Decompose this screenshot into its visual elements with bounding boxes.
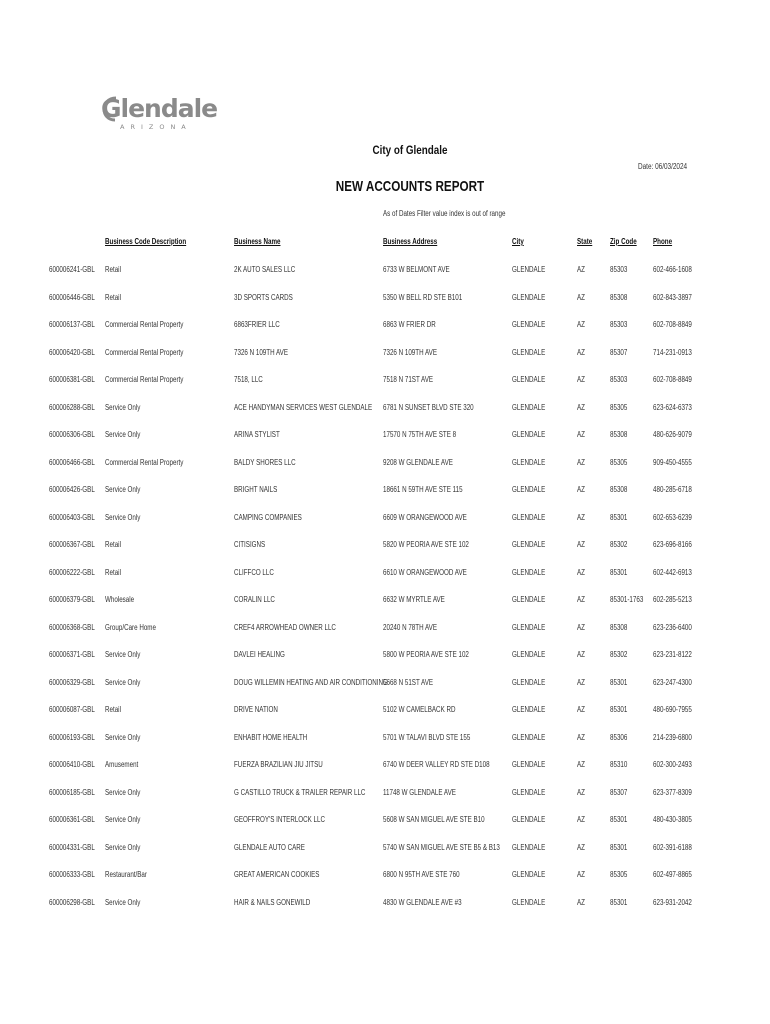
cell-zip-code: 85301	[610, 567, 628, 577]
cell-account-number: 600006381-GBL	[49, 375, 95, 384]
city-title: City of Glendale	[372, 143, 448, 157]
cell-business-code-description: Commercial Rental Property	[105, 347, 184, 357]
cell-zip-code: 85307	[610, 787, 628, 797]
header-phone: Phone	[653, 237, 673, 246]
cell-account-number: 600006298-GBL	[49, 897, 95, 907]
cell-business-code-description: Retail	[105, 265, 121, 274]
cell-zip-code: 85301	[610, 897, 628, 907]
table-row	[0, 292, 770, 306]
cell-zip-code: 85301-1763	[610, 595, 644, 604]
cell-state: AZ	[577, 567, 585, 577]
cell-phone: 602-300-2493	[653, 760, 692, 769]
logo-wordmark: Glendale	[101, 94, 218, 123]
cell-business-address: 6609 W ORANGEWOOD AVE	[383, 512, 467, 522]
cell-business-code-description: Service Only	[105, 897, 141, 907]
cell-phone: 602-442-6913	[653, 567, 692, 577]
cell-business-address: 5350 W BELL RD STE B101	[383, 292, 463, 302]
cell-city: GLENDALE	[512, 732, 546, 742]
cell-business-name: GLENDALE AUTO CARE	[234, 842, 305, 852]
cell-state: AZ	[577, 347, 585, 357]
cell-business-address: 4830 W GLENDALE AVE #3	[383, 897, 462, 907]
cell-phone: 623-624-6373	[653, 402, 692, 412]
table-row	[0, 512, 770, 526]
cell-city: GLENDALE	[512, 595, 546, 604]
cell-city: GLENDALE	[512, 705, 546, 714]
cell-phone: 623-247-4300	[653, 677, 692, 687]
cell-business-code-description: Retail	[105, 567, 121, 577]
cell-city: GLENDALE	[512, 320, 546, 329]
cell-business-code-description: Amusement	[105, 760, 139, 769]
cell-state: AZ	[577, 485, 585, 494]
table-row	[0, 842, 770, 856]
header-city: City	[512, 237, 524, 246]
cell-zip-code: 85301	[610, 842, 628, 852]
cell-state: AZ	[577, 705, 585, 714]
cell-phone: 623-236-6400	[653, 622, 692, 632]
cell-business-code-description: Service Only	[105, 485, 141, 494]
cell-phone: 623-931-2042	[653, 897, 692, 907]
cell-phone: 602-466-1608	[653, 265, 692, 274]
cell-city: GLENDALE	[512, 485, 546, 494]
cell-zip-code: 85310	[610, 760, 628, 769]
cell-city: GLENDALE	[512, 787, 546, 797]
cell-account-number: 600006241-GBL	[49, 265, 95, 274]
table-row	[0, 457, 770, 471]
cell-business-name: CREF4 ARROWHEAD OWNER LLC	[234, 622, 336, 632]
cell-business-code-description: Restaurant/Bar	[105, 870, 147, 879]
cell-city: GLENDALE	[512, 677, 546, 687]
cell-business-address: 5800 W PEORIA AVE STE 102	[383, 650, 469, 659]
cell-business-address: 6610 W ORANGEWOOD AVE	[383, 567, 467, 577]
cell-business-code-description: Retail	[105, 292, 121, 302]
cell-zip-code: 85301	[610, 677, 628, 687]
cell-business-address: 5820 W PEORIA AVE STE 102	[383, 540, 469, 549]
cell-zip-code: 85305	[610, 402, 628, 412]
report-date: Date: 06/03/2024	[638, 162, 688, 171]
table-row	[0, 567, 770, 581]
cell-zip-code: 85308	[610, 485, 628, 494]
table-row	[0, 677, 770, 691]
cell-account-number: 600006306-GBL	[49, 430, 95, 439]
cell-business-address: 6781 N SUNSET BLVD STE 320	[383, 402, 474, 412]
cell-account-number: 600006329-GBL	[49, 677, 95, 687]
cell-zip-code: 85302	[610, 540, 628, 549]
cell-business-name: HAIR & NAILS GONEWILD	[234, 897, 311, 907]
cell-account-number: 600006426-GBL	[49, 485, 95, 494]
cell-city: GLENDALE	[512, 815, 546, 824]
cell-business-address: 5102 W CAMELBACK RD	[383, 705, 456, 714]
header-business-name: Business Name	[234, 237, 281, 246]
cell-business-name: BALDY SHORES LLC	[234, 457, 296, 467]
cell-state: AZ	[577, 512, 585, 522]
logo-subtitle: ARIZONA	[120, 123, 192, 131]
cell-business-address: 7518 N 71ST AVE	[383, 375, 434, 384]
cell-zip-code: 85305	[610, 457, 628, 467]
cell-phone: 602-843-3897	[653, 292, 692, 302]
cell-state: AZ	[577, 842, 585, 852]
cell-business-address: 5608 W SAN MIGUEL AVE STE B10	[383, 815, 485, 824]
cell-business-address: 11748 W GLENDALE AVE	[383, 787, 456, 797]
table-row	[0, 402, 770, 416]
cell-business-name: ACE HANDYMAN SERVICES WEST GLENDALE	[234, 402, 373, 412]
cell-city: GLENDALE	[512, 842, 546, 852]
cell-account-number: 600006368-GBL	[49, 622, 95, 632]
cell-phone: 480-430-3805	[653, 815, 692, 824]
cell-city: GLENDALE	[512, 567, 546, 577]
cell-business-code-description: Service Only	[105, 650, 141, 659]
header-business-code-description: Business Code Description	[105, 237, 187, 246]
cell-business-name: FUERZA BRAZILIAN JIU JITSU	[234, 760, 323, 769]
cell-business-name: 7518, LLC	[234, 375, 263, 384]
cell-zip-code: 85303	[610, 375, 628, 384]
cell-account-number: 600006087-GBL	[49, 705, 95, 714]
cell-business-address: 6863 W FRIER DR	[383, 320, 436, 329]
table-row	[0, 374, 770, 388]
glendale-logo	[101, 94, 218, 136]
cell-account-number: 600006420-GBL	[49, 347, 95, 357]
cell-phone: 602-653-6239	[653, 512, 692, 522]
cell-zip-code: 85301	[610, 512, 628, 522]
table-row	[0, 814, 770, 828]
cell-phone: 480-285-6718	[653, 485, 692, 494]
cell-business-code-description: Retail	[105, 540, 121, 549]
cell-phone: 602-391-6188	[653, 842, 692, 852]
cell-business-name: CITISIGNS	[234, 540, 266, 549]
cell-business-name: BRIGHT NAILS	[234, 485, 278, 494]
cell-business-name: 3D SPORTS CARDS	[234, 292, 293, 302]
cell-state: AZ	[577, 677, 585, 687]
cell-zip-code: 85303	[610, 265, 628, 274]
table-row	[0, 539, 770, 553]
cell-business-address: 5668 N 51ST AVE	[383, 677, 434, 687]
cell-business-name: GEOFFROY'S INTERLOCK LLC	[234, 815, 326, 824]
cell-business-address: 6733 W BELMONT AVE	[383, 265, 450, 274]
table-row	[0, 594, 770, 608]
cell-phone: 623-696-8166	[653, 540, 692, 549]
table-row	[0, 732, 770, 746]
cell-business-address: 7326 N 109TH AVE	[383, 347, 438, 357]
cell-city: GLENDALE	[512, 265, 546, 274]
cell-city: GLENDALE	[512, 622, 546, 632]
cell-phone: 909-450-4555	[653, 457, 692, 467]
table-row	[0, 622, 770, 636]
cell-state: AZ	[577, 457, 585, 467]
cell-business-code-description: Commercial Rental Property	[105, 375, 184, 384]
cell-account-number: 600006193-GBL	[49, 732, 95, 742]
table-row	[0, 704, 770, 718]
cell-business-code-description: Service Only	[105, 677, 141, 687]
cell-phone: 602-708-8849	[653, 375, 692, 384]
table-row	[0, 319, 770, 333]
cell-city: GLENDALE	[512, 760, 546, 769]
cell-city: GLENDALE	[512, 457, 546, 467]
cell-business-code-description: Service Only	[105, 842, 141, 852]
cell-business-address: 17570 N 75TH AVE STE 8	[383, 430, 457, 439]
cell-business-code-description: Service Only	[105, 815, 141, 824]
header-business-address: Business Address	[383, 237, 438, 246]
cell-zip-code: 85307	[610, 347, 628, 357]
cell-state: AZ	[577, 650, 585, 659]
cell-account-number: 600006361-GBL	[49, 815, 95, 824]
cell-business-name: CORALIN LLC	[234, 595, 275, 604]
header-state: State	[577, 237, 593, 246]
cell-business-address: 6632 W MYRTLE AVE	[383, 595, 445, 604]
table-row	[0, 649, 770, 663]
cell-business-name: ARINA STYLIST	[234, 430, 280, 439]
cell-zip-code: 85301	[610, 815, 628, 824]
cell-state: AZ	[577, 815, 585, 824]
cell-state: AZ	[577, 732, 585, 742]
cell-business-code-description: Service Only	[105, 430, 141, 439]
cell-state: AZ	[577, 622, 585, 632]
cell-phone: 602-497-8865	[653, 870, 692, 879]
cell-business-address: 5740 W SAN MIGUEL AVE STE B5 & B13	[383, 842, 500, 852]
table-row	[0, 264, 770, 278]
cell-business-address: 20240 N 78TH AVE	[383, 622, 438, 632]
table-row	[0, 759, 770, 773]
cell-phone: 623-377-8309	[653, 787, 692, 797]
cell-business-code-description: Commercial Rental Property	[105, 320, 184, 329]
cell-account-number: 600006333-GBL	[49, 870, 95, 879]
cell-business-code-description: Retail	[105, 705, 121, 714]
cell-business-code-description: Service Only	[105, 732, 141, 742]
cell-business-name: 7326 N 109TH AVE	[234, 347, 289, 357]
cell-city: GLENDALE	[512, 402, 546, 412]
cell-business-address: 6800 N 95TH AVE STE 760	[383, 870, 460, 879]
cell-account-number: 600006410-GBL	[49, 760, 95, 769]
cell-account-number: 600006379-GBL	[49, 595, 95, 604]
table-row	[0, 897, 770, 911]
cell-zip-code: 85303	[610, 320, 628, 329]
cell-business-name: 2K AUTO SALES LLC	[234, 265, 296, 274]
cell-business-address: 18661 N 59TH AVE STE 115	[383, 485, 463, 494]
cell-business-code-description: Service Only	[105, 787, 141, 797]
cell-city: GLENDALE	[512, 375, 546, 384]
cell-state: AZ	[577, 375, 585, 384]
cell-account-number: 600006446-GBL	[49, 292, 95, 302]
cell-business-code-description: Commercial Rental Property	[105, 457, 184, 467]
cell-city: GLENDALE	[512, 292, 546, 302]
cell-state: AZ	[577, 595, 585, 604]
table-row	[0, 869, 770, 883]
cell-city: GLENDALE	[512, 512, 546, 522]
cell-business-address: 6740 W DEER VALLEY RD STE D108	[383, 760, 490, 769]
cell-state: AZ	[577, 760, 585, 769]
cell-phone: 714-231-0913	[653, 347, 692, 357]
cell-account-number: 600006403-GBL	[49, 512, 95, 522]
table-row	[0, 347, 770, 361]
cell-business-name: G CASTILLO TRUCK & TRAILER REPAIR LLC	[234, 787, 366, 797]
cell-zip-code: 85301	[610, 705, 628, 714]
cell-phone: 214-239-6800	[653, 732, 692, 742]
cell-phone: 602-285-5213	[653, 595, 692, 604]
cell-state: AZ	[577, 897, 585, 907]
cell-zip-code: 85308	[610, 430, 628, 439]
cell-state: AZ	[577, 265, 585, 274]
as-of-note: As of Dates Filter value index is out of range	[383, 209, 506, 218]
cell-phone: 602-708-8849	[653, 320, 692, 329]
cell-business-name: DRIVE NATION	[234, 705, 278, 714]
cell-state: AZ	[577, 320, 585, 329]
cell-city: GLENDALE	[512, 897, 546, 907]
cell-account-number: 600006288-GBL	[49, 402, 95, 412]
table-row	[0, 484, 770, 498]
cell-business-name: GREAT AMERICAN COOKIES	[234, 870, 320, 879]
cell-account-number: 600006137-GBL	[49, 320, 95, 329]
cell-phone: 623-231-8122	[653, 650, 692, 659]
cell-city: GLENDALE	[512, 870, 546, 879]
cell-account-number: 600006367-GBL	[49, 540, 95, 549]
cell-business-name: DAVLEI HEALING	[234, 650, 285, 659]
cell-state: AZ	[577, 292, 585, 302]
cell-account-number: 600006466-GBL	[49, 457, 95, 467]
cell-zip-code: 85302	[610, 650, 628, 659]
cell-account-number: 600006222-GBL	[49, 567, 95, 577]
cell-state: AZ	[577, 870, 585, 879]
cell-zip-code: 85305	[610, 870, 628, 879]
cell-business-name: ENHABIT HOME HEALTH	[234, 732, 308, 742]
cell-business-code-description: Group/Care Home	[105, 622, 156, 632]
cell-account-number: 600006185-GBL	[49, 787, 95, 797]
cell-city: GLENDALE	[512, 540, 546, 549]
cell-city: GLENDALE	[512, 347, 546, 357]
cell-business-name: DOUG WILLEMIN HEATING AND AIR CONDITIONING	[234, 677, 388, 687]
cell-account-number: 600004331-GBL	[49, 842, 95, 852]
cell-business-code-description: Service Only	[105, 512, 141, 522]
cell-state: AZ	[577, 430, 585, 439]
cell-phone: 480-690-7955	[653, 705, 692, 714]
cell-zip-code: 85306	[610, 732, 628, 742]
report-title: NEW ACCOUNTS REPORT	[335, 178, 485, 195]
cell-phone: 480-626-9079	[653, 430, 692, 439]
table-row	[0, 787, 770, 801]
cell-business-name: CAMPING COMPANIES	[234, 512, 302, 522]
cell-business-address: 5701 W TALAVI BLVD STE 155	[383, 732, 471, 742]
cell-city: GLENDALE	[512, 650, 546, 659]
cell-business-code-description: Service Only	[105, 402, 141, 412]
cell-account-number: 600006371-GBL	[49, 650, 95, 659]
cell-state: AZ	[577, 540, 585, 549]
cell-business-code-description: Wholesale	[105, 595, 135, 604]
cell-business-name: CLIFFCO LLC	[234, 567, 274, 577]
cell-state: AZ	[577, 787, 585, 797]
cell-business-name: 6863FRIER LLC	[234, 320, 280, 329]
cell-city: GLENDALE	[512, 430, 546, 439]
cell-zip-code: 85308	[610, 292, 628, 302]
cell-zip-code: 85308	[610, 622, 628, 632]
header-zip-code: Zip Code	[610, 237, 637, 246]
cell-business-address: 9208 W GLENDALE AVE	[383, 457, 453, 467]
cell-state: AZ	[577, 402, 585, 412]
table-row	[0, 429, 770, 443]
